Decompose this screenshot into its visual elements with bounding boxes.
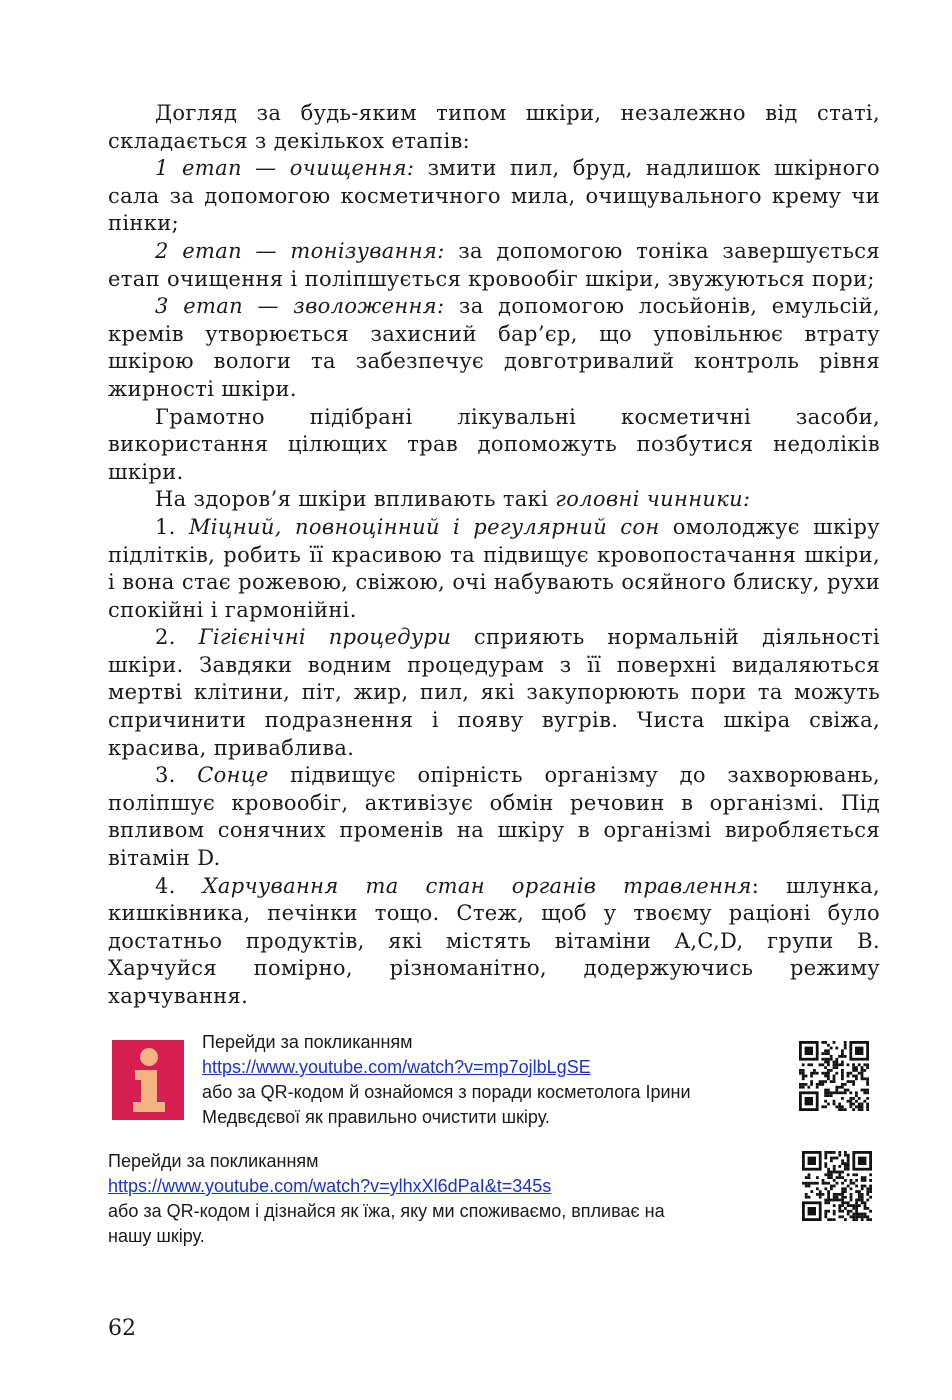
info-1-text	[202, 1030, 762, 1130]
info-1-line-1: Перейди за покликанням	[202, 1032, 413, 1052]
qr-code-2[interactable]	[802, 1151, 872, 1221]
factor-3-number: 3.	[155, 763, 198, 788]
stage-3-title: 3 етап — зволоження:	[155, 294, 445, 319]
factor-2-text: сприяють нормальній діяльності шкіри. Завдяки водним процедурам з її поверхні видаляються мертві клітини, піт, жир, пил, які закупорюють пори та можуть спричинити подразнення і появу вугрів. Чиста шкіра свіжа, красива, приваблива.	[108, 625, 880, 760]
info-2-link[interactable]: https://www.youtube.com/watch?v=ylhxXl6dPaI&t=345s	[108, 1176, 552, 1196]
factor-2	[108, 624, 880, 762]
factor-4-number: 4.	[155, 873, 203, 898]
factor-2-title: Гігієнічні процедури	[198, 625, 452, 650]
factor-1-title: Міцний, повноцінний і регулярний сон	[188, 514, 660, 539]
info-1-line-3: Медвєдєвої як правильно очистити шкіру.	[202, 1107, 550, 1127]
stage-1-title: 1 етап — очищення:	[155, 156, 415, 181]
factor-3	[108, 762, 880, 872]
info-block-1	[112, 1030, 872, 1126]
info-block-2	[108, 1149, 748, 1249]
info-2-line-1: Перейди за покликанням	[108, 1151, 319, 1171]
info-i-icon	[112, 1040, 184, 1120]
paragraph: Догляд за будь-яким типом шкіри, незалежно від статі, складається з декількох етапів:	[108, 101, 880, 153]
stage-1-paragraph	[108, 155, 880, 238]
body-text	[108, 100, 880, 1011]
paragraph: Грамотно підібрані лікувальні косметичні засоби, використання цілющих трав допоможуть позбутися недоліків шкіри.	[108, 404, 880, 484]
factor-4-title: Харчування та стан органів травлення	[202, 873, 752, 898]
stage-3-paragraph	[108, 293, 880, 403]
info-2-line-3: нашу шкіру.	[108, 1226, 205, 1246]
page-number: 62	[108, 1316, 136, 1341]
factor-1-text: омолоджує шкіру підлітків, робить її красивою та підвищує кровопостачання шкіри, і вона стає рожевою, свіжою, очі набувають осяйного блиску, рухи спокійні і гармонійні.	[108, 514, 880, 622]
info-i-glyph	[120, 1044, 176, 1116]
stage-2-paragraph	[108, 238, 880, 293]
info-1-link[interactable]: https://www.youtube.com/watch?v=mp7ojlbLgSE	[202, 1057, 591, 1077]
stage-2-text: за допомогою тоніка завершується етап очищення і поліпшується кровообіг шкіри, звужуються пори;	[108, 238, 880, 291]
factor-3-title: Сонце	[197, 763, 269, 788]
factors-intro-em: головні чинники:	[555, 487, 751, 512]
stage-2-title: 2 етап — тонізування:	[155, 238, 445, 263]
factor-1	[108, 514, 880, 624]
factor-3-text: підвищує опірність організму до захворювань, поліпшує кровообіг, активізує обмін речовин в організмі. Під впливом сонячних променів на шкіру в організмі виробляється вітамін D.	[108, 763, 880, 871]
factor-1-number: 1.	[155, 514, 189, 539]
info-2-line-2: або за QR-кодом і дізнайся як їжа, яку ми споживаємо, впливає на	[108, 1201, 665, 1221]
qr-code-1[interactable]	[799, 1041, 869, 1111]
info-1-line-2: або за QR-кодом й ознайомся з поради косметолога Ірини	[202, 1082, 691, 1102]
stage-1-text: змити пил, бруд, надлишок шкірного сала за допомогою косметичного мила, очищувального крему чи пінки;	[108, 156, 880, 236]
factor-2-number: 2.	[155, 625, 199, 650]
factor-4	[108, 873, 880, 1011]
factors-intro	[108, 486, 880, 514]
stage-3-text: за допомогою лосьйонів, емульсій, кремів утворюється захисний бар’єр, що уповільнює втрату шкірою вологи та забезпечує довготривалий контроль рівня жирності шкіри.	[108, 294, 880, 401]
factors-intro-text: На здоров’я шкіри впливають такі	[155, 487, 556, 512]
factor-4-text: : шлунка, кишківника, печінки тощо. Стеж, щоб у твоєму раціоні було достатньо продуктів, які містять вітаміни A,C,D, групи B. Харчуйся помірно, різноманітно, додержуючись режиму харчування.	[108, 873, 881, 1008]
